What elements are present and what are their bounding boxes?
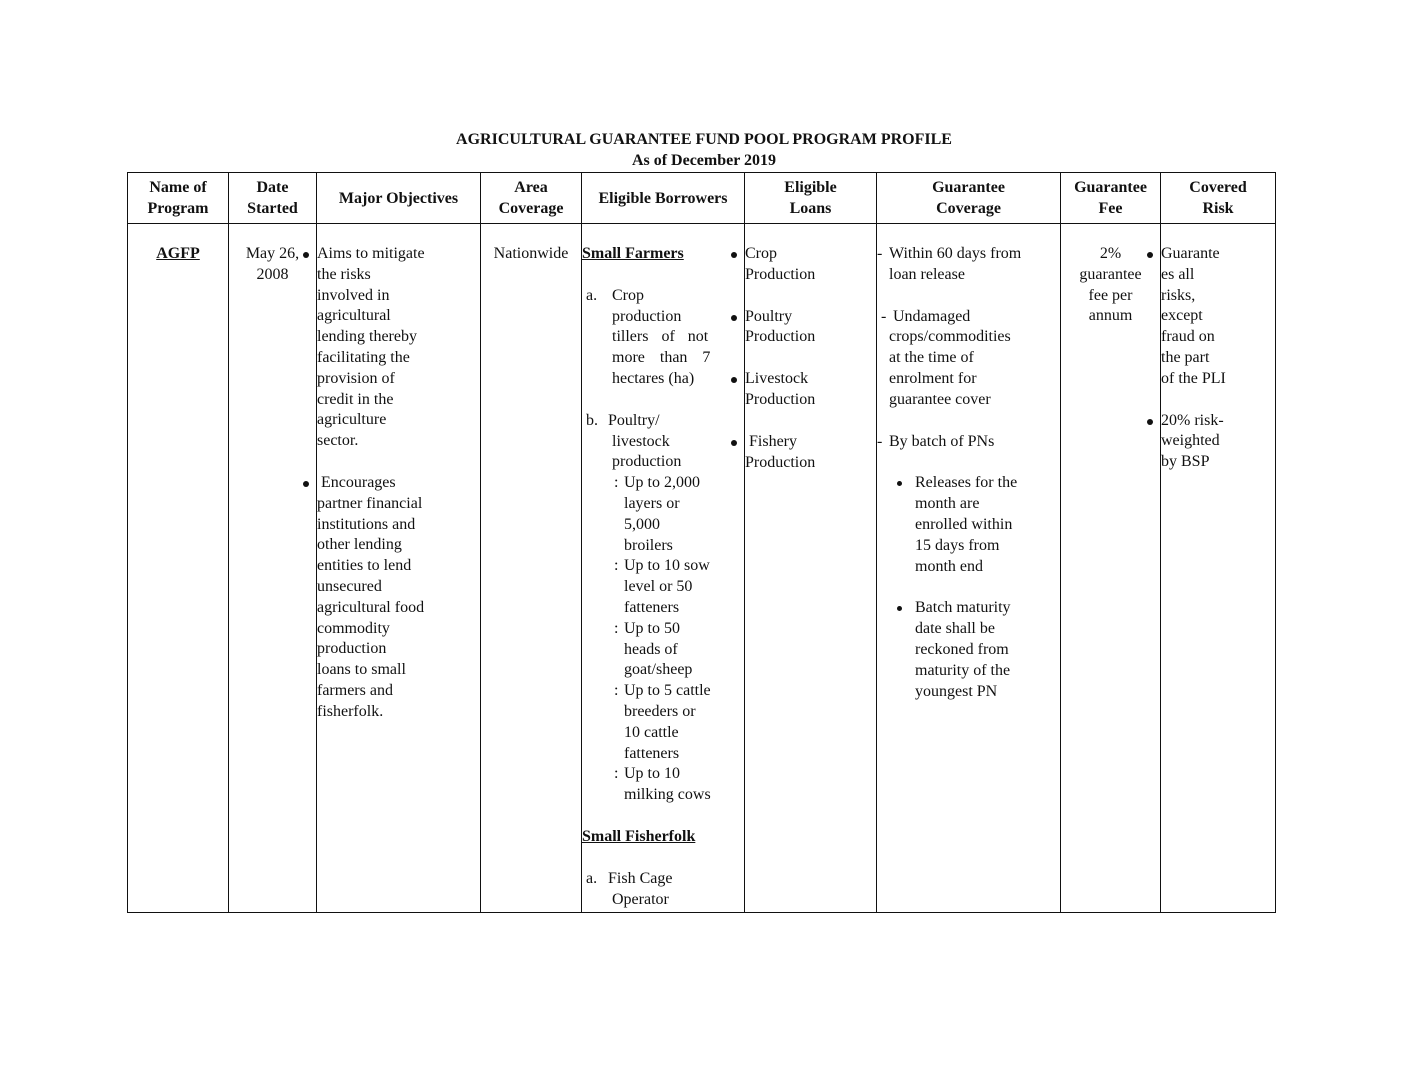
coverage-sub-item: Releases for the month are enrolled within 15 days from month end (877, 473, 1060, 577)
loan-item: Poultry Production (745, 307, 876, 349)
poultry-sub-item: : Up to 5 cattle breeders or 10 cattle fatteners (614, 682, 711, 762)
header-guarantee-fee: Guarantee Fee (1061, 173, 1161, 224)
bullet-icon (731, 315, 737, 321)
objective-item: Aims to mitigate the risks involved in agricultural lending thereby facilitating the provision of credit in the agriculture sector. (317, 244, 480, 452)
cell-major-objectives (317, 224, 481, 913)
small-fisherfolk-heading: Small Fisherfolk (582, 827, 696, 845)
risk-item: Guarante es all risks, except fraud on the part of the PLI (1161, 244, 1275, 390)
bullet-icon (303, 481, 309, 487)
bullet-icon (897, 606, 902, 611)
bullet-icon (731, 440, 737, 446)
poultry-sub-item: : Up to 10 milking cows (614, 765, 711, 804)
cell-covered-risk (1161, 224, 1276, 913)
coverage-sub-item: Batch maturity date shall be reckoned from maturity of the youngest PN (877, 598, 1060, 702)
header-major-objectives: Major Objectives (317, 173, 481, 224)
header-date-started: Date Started (229, 173, 317, 224)
document-title: AGRICULTURAL GUARANTEE FUND POOL PROGRAM PROFILE (456, 131, 952, 148)
risk-item: 20% risk- weighted by BSP (1161, 411, 1275, 473)
coverage-item: - Within 60 days from loan release (877, 245, 1022, 283)
header-area-coverage: Area Coverage (481, 173, 582, 224)
header-eligible-borrowers: Eligible Borrowers (582, 173, 745, 224)
header-eligible-loans: Eligible Loans (745, 173, 877, 224)
coverage-item: - Undamaged crops/commodities at the time of enrolment for guarantee cover (881, 307, 1011, 408)
program-row (128, 224, 1276, 913)
cell-program-name (128, 224, 229, 913)
poultry-sub-item: : Up to 2,000 layers or 5,000 broilers (614, 474, 700, 554)
header-guarantee-coverage: Guarantee Coverage (877, 173, 1061, 224)
bullet-icon (1147, 252, 1153, 258)
borrower-crop-item: a. Crop production tillers of not more than 7 hectares (ha) (586, 286, 711, 387)
bullet-icon (731, 252, 737, 258)
header-name-of-program: Name of Program (128, 173, 229, 224)
small-farmers-heading: Small Farmers (582, 245, 684, 262)
loan-item: Fishery Production (745, 432, 876, 474)
poultry-sub-item: : Up to 10 sow level or 50 fatteners (614, 557, 710, 616)
cell-eligible-loans (745, 224, 877, 913)
cell-guarantee-fee: 2% guarantee fee per annum (1061, 224, 1161, 913)
cell-date-started: May 26, 2008 (229, 224, 317, 913)
cell-eligible-borrowers (582, 224, 745, 913)
loan-item: Livestock Production (745, 369, 876, 411)
borrower-poultry-item: b. Poultry/ livestock production (586, 411, 682, 471)
document-subtitle: As of December 2019 (631, 152, 777, 169)
header-covered-risk: Covered Risk (1161, 173, 1276, 224)
cell-guarantee-coverage (877, 224, 1061, 913)
bullet-icon (303, 252, 309, 258)
program-name: AGFP (156, 245, 200, 262)
poultry-sub-item: : Up to 50 heads of goat/sheep (614, 619, 693, 679)
borrower-fish-item: a. Fish Cage Operator (586, 869, 673, 908)
loan-item: Crop Production (745, 244, 876, 286)
program-profile-table (127, 172, 1276, 913)
bullet-icon (1147, 419, 1153, 425)
bullet-icon (897, 481, 902, 486)
cell-area-coverage: Nationwide (481, 224, 582, 913)
coverage-item: - By batch of PNs (877, 432, 995, 450)
header-row (128, 173, 1276, 224)
objective-item: Encourages partner financial institutions and other lending entities to lend unsecured agricultural food commodity production loans to small farmers and fisherfolk. (317, 473, 480, 723)
